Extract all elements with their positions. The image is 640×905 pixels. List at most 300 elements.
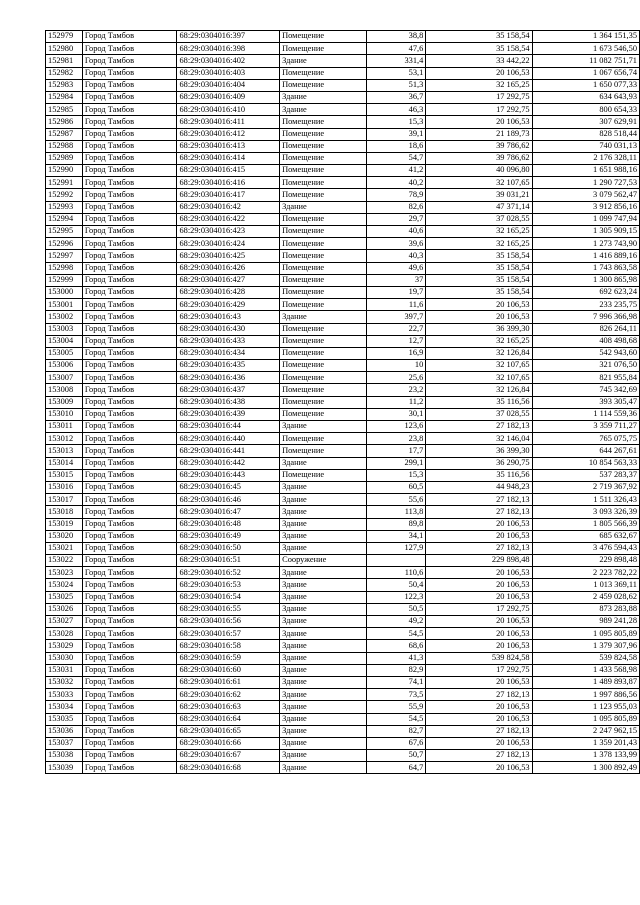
- cell-object-type: Здание: [280, 567, 367, 579]
- cell-specific-value: 20 106,53: [426, 713, 532, 725]
- cell-row-number: 153026: [46, 603, 83, 615]
- table-row: [46, 530, 640, 542]
- table-row: [46, 664, 640, 676]
- cell-cadastral-number: 68:29:0304016:56: [177, 616, 280, 628]
- table-row: [46, 274, 640, 286]
- cell-city: Город Тамбов: [82, 603, 177, 615]
- table-row: [46, 457, 640, 469]
- cell-object-type: Помещение: [280, 226, 367, 238]
- cell-cadastral-value: 2 223 782,22: [532, 567, 639, 579]
- table-row: [46, 79, 640, 91]
- cell-row-number: 153034: [46, 701, 83, 713]
- table-row: [46, 189, 640, 201]
- cell-object-type: Помещение: [280, 128, 367, 140]
- table-row: [46, 725, 640, 737]
- cell-area: 82,7: [366, 725, 426, 737]
- cell-cadastral-value: 1 300 865,98: [532, 274, 639, 286]
- cell-object-type: Здание: [280, 652, 367, 664]
- cell-specific-value: 35 116,56: [426, 396, 532, 408]
- cell-specific-value: 20 106,53: [426, 616, 532, 628]
- cell-cadastral-value: 745 342,69: [532, 384, 639, 396]
- cadastral-value-table: [45, 30, 640, 774]
- cell-specific-value: 229 898,48: [426, 555, 532, 567]
- cell-city: Город Тамбов: [82, 140, 177, 152]
- cell-cadastral-value: 685 632,67: [532, 530, 639, 542]
- cell-row-number: 153005: [46, 347, 83, 359]
- cell-specific-value: 17 292,75: [426, 104, 532, 116]
- cell-object-type: Здание: [280, 591, 367, 603]
- cell-cadastral-value: 307 629,91: [532, 116, 639, 128]
- cell-specific-value: 33 442,22: [426, 55, 532, 67]
- cell-row-number: 153030: [46, 652, 83, 664]
- cell-object-type: Помещение: [280, 140, 367, 152]
- cell-cadastral-number: 68:29:0304016:422: [177, 213, 280, 225]
- cell-city: Город Тамбов: [82, 542, 177, 554]
- cell-city: Город Тамбов: [82, 67, 177, 79]
- cell-cadastral-number: 68:29:0304016:430: [177, 323, 280, 335]
- cell-cadastral-number: 68:29:0304016:46: [177, 494, 280, 506]
- cell-specific-value: 32 146,04: [426, 433, 532, 445]
- cell-area: 29,7: [366, 213, 426, 225]
- cell-city: Город Тамбов: [82, 372, 177, 384]
- cell-area: 53,1: [366, 67, 426, 79]
- cell-area: 40,6: [366, 226, 426, 238]
- cell-cadastral-number: 68:29:0304016:433: [177, 335, 280, 347]
- cell-cadastral-number: 68:29:0304016:51: [177, 555, 280, 567]
- cell-city: Город Тамбов: [82, 104, 177, 116]
- cell-specific-value: 17 292,75: [426, 91, 532, 103]
- cell-cadastral-value: 1 379 307,96: [532, 640, 639, 652]
- cell-specific-value: 20 106,53: [426, 701, 532, 713]
- cell-cadastral-value: 873 283,88: [532, 603, 639, 615]
- cell-cadastral-value: 1 095 805,89: [532, 628, 639, 640]
- cell-object-type: Помещение: [280, 213, 367, 225]
- cell-cadastral-value: 644 267,61: [532, 445, 639, 457]
- cell-city: Город Тамбов: [82, 43, 177, 55]
- cell-row-number: 153036: [46, 725, 83, 737]
- cell-area: 11,6: [366, 299, 426, 311]
- cell-object-type: Здание: [280, 664, 367, 676]
- cell-cadastral-number: 68:29:0304016:47: [177, 506, 280, 518]
- cell-specific-value: 47 371,14: [426, 201, 532, 213]
- cell-row-number: 153019: [46, 518, 83, 530]
- table-row: [46, 213, 640, 225]
- table-row: [46, 335, 640, 347]
- cell-area: 36,7: [366, 91, 426, 103]
- cell-cadastral-number: 68:29:0304016:411: [177, 116, 280, 128]
- cell-city: Город Тамбов: [82, 91, 177, 103]
- cell-city: Город Тамбов: [82, 274, 177, 286]
- cell-cadastral-number: 68:29:0304016:415: [177, 165, 280, 177]
- cell-specific-value: 32 165,25: [426, 79, 532, 91]
- cell-cadastral-value: 1 123 955,03: [532, 701, 639, 713]
- cell-area: 23,2: [366, 384, 426, 396]
- cell-cadastral-value: 692 623,24: [532, 286, 639, 298]
- cell-cadastral-number: 68:29:0304016:424: [177, 238, 280, 250]
- cell-specific-value: 35 158,54: [426, 31, 532, 43]
- cell-cadastral-number: 68:29:0304016:68: [177, 762, 280, 774]
- cell-city: Город Тамбов: [82, 323, 177, 335]
- cell-specific-value: 27 182,13: [426, 750, 532, 762]
- cell-cadastral-value: 1 305 909,15: [532, 226, 639, 238]
- cell-object-type: Здание: [280, 311, 367, 323]
- cell-cadastral-value: 10 854 563,33: [532, 457, 639, 469]
- table-row: [46, 506, 640, 518]
- cell-area: 68,6: [366, 640, 426, 652]
- cell-specific-value: 20 106,53: [426, 628, 532, 640]
- table-row: [46, 323, 640, 335]
- cell-cadastral-value: 3 912 856,16: [532, 201, 639, 213]
- cell-cadastral-number: 68:29:0304016:59: [177, 652, 280, 664]
- cell-cadastral-number: 68:29:0304016:426: [177, 262, 280, 274]
- cell-cadastral-number: 68:29:0304016:398: [177, 43, 280, 55]
- cell-city: Город Тамбов: [82, 628, 177, 640]
- cell-specific-value: 35 158,54: [426, 286, 532, 298]
- cell-area: 54,7: [366, 152, 426, 164]
- cell-area: 18,6: [366, 140, 426, 152]
- table-row: [46, 481, 640, 493]
- cell-area: 67,6: [366, 737, 426, 749]
- cell-city: Город Тамбов: [82, 518, 177, 530]
- cell-cadastral-number: 68:29:0304016:438: [177, 396, 280, 408]
- table-row: [46, 713, 640, 725]
- cell-city: Город Тамбов: [82, 311, 177, 323]
- cell-specific-value: 40 096,80: [426, 165, 532, 177]
- table-row: [46, 67, 640, 79]
- cell-city: Город Тамбов: [82, 286, 177, 298]
- cell-area: 49,2: [366, 616, 426, 628]
- cell-cadastral-number: 68:29:0304016:410: [177, 104, 280, 116]
- cell-area: 47,6: [366, 43, 426, 55]
- cell-object-type: Здание: [280, 725, 367, 737]
- cell-specific-value: 20 106,53: [426, 737, 532, 749]
- cell-specific-value: 20 106,53: [426, 591, 532, 603]
- cell-cadastral-value: 1 651 988,16: [532, 165, 639, 177]
- cell-city: Город Тамбов: [82, 55, 177, 67]
- cell-area: 89,8: [366, 518, 426, 530]
- table-row: [46, 555, 640, 567]
- cell-cadastral-number: 68:29:0304016:434: [177, 347, 280, 359]
- cell-row-number: 153033: [46, 689, 83, 701]
- cell-cadastral-number: 68:29:0304016:63: [177, 701, 280, 713]
- cell-row-number: 152985: [46, 104, 83, 116]
- cell-cadastral-value: 1 997 886,56: [532, 689, 639, 701]
- cell-object-type: Здание: [280, 579, 367, 591]
- cell-cadastral-number: 68:29:0304016:62: [177, 689, 280, 701]
- cell-specific-value: 32 107,65: [426, 372, 532, 384]
- cell-cadastral-value: 740 031,13: [532, 140, 639, 152]
- cell-cadastral-number: 68:29:0304016:48: [177, 518, 280, 530]
- cell-area: 23,8: [366, 433, 426, 445]
- cell-row-number: 153004: [46, 335, 83, 347]
- cell-cadastral-value: 800 654,33: [532, 104, 639, 116]
- cell-city: Город Тамбов: [82, 299, 177, 311]
- cell-cadastral-value: 2 719 367,92: [532, 481, 639, 493]
- table-row: [46, 262, 640, 274]
- table-row: [46, 616, 640, 628]
- cell-row-number: 152988: [46, 140, 83, 152]
- cell-cadastral-value: 765 075,75: [532, 433, 639, 445]
- cell-row-number: 153024: [46, 579, 83, 591]
- cell-row-number: 152984: [46, 91, 83, 103]
- cell-cadastral-number: 68:29:0304016:423: [177, 226, 280, 238]
- cell-specific-value: 20 106,53: [426, 299, 532, 311]
- cell-area: 15,3: [366, 116, 426, 128]
- cell-city: Город Тамбов: [82, 457, 177, 469]
- cell-city: Город Тамбов: [82, 762, 177, 774]
- table-row: [46, 737, 640, 749]
- cell-area: 55,6: [366, 494, 426, 506]
- cell-cadastral-value: 1 013 369,11: [532, 579, 639, 591]
- cell-specific-value: 32 165,25: [426, 226, 532, 238]
- cell-object-type: Здание: [280, 518, 367, 530]
- table-body: [46, 31, 640, 774]
- table-row: [46, 384, 640, 396]
- cell-object-type: Здание: [280, 201, 367, 213]
- cell-cadastral-number: 68:29:0304016:442: [177, 457, 280, 469]
- table-row: [46, 91, 640, 103]
- cell-specific-value: 20 106,53: [426, 579, 532, 591]
- cell-area: 39,1: [366, 128, 426, 140]
- cell-area: [366, 555, 426, 567]
- cell-object-type: Помещение: [280, 360, 367, 372]
- cell-cadastral-number: 68:29:0304016:427: [177, 274, 280, 286]
- cell-city: Город Тамбов: [82, 213, 177, 225]
- cell-city: Город Тамбов: [82, 360, 177, 372]
- cell-row-number: 153012: [46, 433, 83, 445]
- cell-cadastral-value: 7 996 366,98: [532, 311, 639, 323]
- cell-city: Город Тамбов: [82, 250, 177, 262]
- cell-cadastral-number: 68:29:0304016:443: [177, 469, 280, 481]
- cell-cadastral-number: 68:29:0304016:45: [177, 481, 280, 493]
- cell-specific-value: 27 182,13: [426, 689, 532, 701]
- cell-row-number: 153017: [46, 494, 83, 506]
- cell-specific-value: 20 106,53: [426, 67, 532, 79]
- cell-city: Город Тамбов: [82, 152, 177, 164]
- cell-row-number: 152993: [46, 201, 83, 213]
- cell-specific-value: 20 106,53: [426, 762, 532, 774]
- cell-cadastral-number: 68:29:0304016:437: [177, 384, 280, 396]
- table-row: [46, 469, 640, 481]
- cell-specific-value: 27 182,13: [426, 506, 532, 518]
- cell-cadastral-number: 68:29:0304016:65: [177, 725, 280, 737]
- cell-city: Город Тамбов: [82, 469, 177, 481]
- table-row: [46, 116, 640, 128]
- cell-cadastral-value: 1 359 201,43: [532, 737, 639, 749]
- cell-cadastral-value: 1 364 151,35: [532, 31, 639, 43]
- cell-row-number: 152989: [46, 152, 83, 164]
- cell-specific-value: 35 158,54: [426, 274, 532, 286]
- cell-area: 38,8: [366, 31, 426, 43]
- cell-area: 51,3: [366, 79, 426, 91]
- cell-cadastral-number: 68:29:0304016:428: [177, 286, 280, 298]
- cell-cadastral-value: 2 247 962,15: [532, 725, 639, 737]
- cell-row-number: 153001: [46, 299, 83, 311]
- cell-object-type: Здание: [280, 737, 367, 749]
- cell-cadastral-value: 1 489 893,87: [532, 676, 639, 688]
- cell-object-type: Помещение: [280, 384, 367, 396]
- cell-cadastral-value: 821 955,84: [532, 372, 639, 384]
- cell-object-type: Сооружение: [280, 555, 367, 567]
- cell-area: 78,9: [366, 189, 426, 201]
- cell-cadastral-value: 11 082 751,71: [532, 55, 639, 67]
- cell-specific-value: 20 106,53: [426, 676, 532, 688]
- cell-cadastral-number: 68:29:0304016:441: [177, 445, 280, 457]
- cell-row-number: 152996: [46, 238, 83, 250]
- cell-object-type: Помещение: [280, 469, 367, 481]
- cell-area: 331,4: [366, 55, 426, 67]
- cell-area: 113,8: [366, 506, 426, 518]
- cell-cadastral-number: 68:29:0304016:409: [177, 91, 280, 103]
- cell-specific-value: 39 786,62: [426, 152, 532, 164]
- cell-row-number: 153023: [46, 567, 83, 579]
- cell-area: 397,7: [366, 311, 426, 323]
- cell-city: Город Тамбов: [82, 616, 177, 628]
- cell-row-number: 153015: [46, 469, 83, 481]
- table-row: [46, 31, 640, 43]
- cell-row-number: 153025: [46, 591, 83, 603]
- cell-city: Город Тамбов: [82, 201, 177, 213]
- cell-specific-value: 27 182,13: [426, 725, 532, 737]
- cell-area: 37: [366, 274, 426, 286]
- cell-specific-value: 39 786,62: [426, 140, 532, 152]
- cell-specific-value: 32 107,65: [426, 177, 532, 189]
- table-row: [46, 701, 640, 713]
- table-row: [46, 408, 640, 420]
- cell-row-number: 152987: [46, 128, 83, 140]
- cell-area: 60,5: [366, 481, 426, 493]
- cell-row-number: 153013: [46, 445, 83, 457]
- table-row: [46, 628, 640, 640]
- cell-area: 127,9: [366, 542, 426, 554]
- cell-specific-value: 37 028,55: [426, 213, 532, 225]
- table-row: [46, 542, 640, 554]
- cell-area: 50,4: [366, 579, 426, 591]
- cell-area: 40,3: [366, 250, 426, 262]
- cell-object-type: Помещение: [280, 347, 367, 359]
- cell-row-number: 153028: [46, 628, 83, 640]
- cell-cadastral-number: 68:29:0304016:55: [177, 603, 280, 615]
- cell-object-type: Здание: [280, 701, 367, 713]
- cell-object-type: Помещение: [280, 165, 367, 177]
- cell-area: 82,9: [366, 664, 426, 676]
- cell-cadastral-value: 3 079 562,47: [532, 189, 639, 201]
- cell-object-type: Здание: [280, 640, 367, 652]
- cell-row-number: 153039: [46, 762, 83, 774]
- cell-object-type: Помещение: [280, 335, 367, 347]
- cell-cadastral-value: 542 943,60: [532, 347, 639, 359]
- cell-row-number: 152981: [46, 55, 83, 67]
- cell-object-type: Здание: [280, 506, 367, 518]
- cell-specific-value: 32 107,65: [426, 360, 532, 372]
- cell-cadastral-value: 3 476 594,43: [532, 542, 639, 554]
- cell-city: Город Тамбов: [82, 347, 177, 359]
- cell-object-type: Здание: [280, 616, 367, 628]
- cell-cadastral-number: 68:29:0304016:404: [177, 79, 280, 91]
- table-row: [46, 299, 640, 311]
- cell-row-number: 153010: [46, 408, 83, 420]
- cell-area: 55,9: [366, 701, 426, 713]
- cell-city: Город Тамбов: [82, 31, 177, 43]
- cell-object-type: Помещение: [280, 43, 367, 55]
- cell-row-number: 152999: [46, 274, 83, 286]
- cell-area: 10: [366, 360, 426, 372]
- cell-object-type: Здание: [280, 494, 367, 506]
- cell-specific-value: 27 182,13: [426, 542, 532, 554]
- cell-row-number: 152979: [46, 31, 83, 43]
- cell-row-number: 153037: [46, 737, 83, 749]
- cell-specific-value: 36 399,30: [426, 445, 532, 457]
- cell-city: Город Тамбов: [82, 530, 177, 542]
- cell-cadastral-number: 68:29:0304016:67: [177, 750, 280, 762]
- cell-area: 15,3: [366, 469, 426, 481]
- table-row: [46, 250, 640, 262]
- cell-specific-value: 35 158,54: [426, 250, 532, 262]
- cell-area: 11,2: [366, 396, 426, 408]
- cell-object-type: Здание: [280, 481, 367, 493]
- cell-area: 39,6: [366, 238, 426, 250]
- cell-specific-value: 35 158,54: [426, 262, 532, 274]
- cell-cadastral-number: 68:29:0304016:43: [177, 311, 280, 323]
- cell-cadastral-value: 1 067 656,74: [532, 67, 639, 79]
- cell-cadastral-number: 68:29:0304016:414: [177, 152, 280, 164]
- cell-specific-value: 32 165,25: [426, 335, 532, 347]
- cell-object-type: Помещение: [280, 433, 367, 445]
- cell-area: 16,9: [366, 347, 426, 359]
- table-row: [46, 286, 640, 298]
- cell-specific-value: 20 106,53: [426, 116, 532, 128]
- table-row: [46, 396, 640, 408]
- cell-object-type: Здание: [280, 91, 367, 103]
- cell-cadastral-value: 1 511 326,43: [532, 494, 639, 506]
- cell-cadastral-number: 68:29:0304016:439: [177, 408, 280, 420]
- cell-specific-value: 17 292,75: [426, 603, 532, 615]
- cell-object-type: Помещение: [280, 189, 367, 201]
- cell-row-number: 152995: [46, 226, 83, 238]
- cell-area: 122,3: [366, 591, 426, 603]
- cell-city: Город Тамбов: [82, 262, 177, 274]
- cell-object-type: Здание: [280, 55, 367, 67]
- cell-object-type: Помещение: [280, 79, 367, 91]
- cell-cadastral-number: 68:29:0304016:52: [177, 567, 280, 579]
- cell-specific-value: 35 158,54: [426, 43, 532, 55]
- table-row: [46, 433, 640, 445]
- cell-area: 41,2: [366, 165, 426, 177]
- cell-cadastral-number: 68:29:0304016:58: [177, 640, 280, 652]
- cell-area: 41,3: [366, 652, 426, 664]
- cell-row-number: 153020: [46, 530, 83, 542]
- cell-cadastral-number: 68:29:0304016:416: [177, 177, 280, 189]
- cell-row-number: 152994: [46, 213, 83, 225]
- cell-city: Город Тамбов: [82, 664, 177, 676]
- cell-cadastral-value: 229 898,48: [532, 555, 639, 567]
- cell-cadastral-value: 1 743 863,58: [532, 262, 639, 274]
- cell-city: Город Тамбов: [82, 481, 177, 493]
- cell-area: 46,3: [366, 104, 426, 116]
- cell-cadastral-value: 828 518,44: [532, 128, 639, 140]
- cell-row-number: 153002: [46, 311, 83, 323]
- cell-object-type: Здание: [280, 750, 367, 762]
- cell-specific-value: 36 290,75: [426, 457, 532, 469]
- cell-cadastral-value: 1 673 546,50: [532, 43, 639, 55]
- cell-area: 49,6: [366, 262, 426, 274]
- table-row: [46, 55, 640, 67]
- cell-cadastral-value: 408 498,68: [532, 335, 639, 347]
- cell-city: Город Тамбов: [82, 396, 177, 408]
- cell-object-type: Помещение: [280, 116, 367, 128]
- cell-cadastral-value: 1 114 559,36: [532, 408, 639, 420]
- cell-cadastral-number: 68:29:0304016:50: [177, 542, 280, 554]
